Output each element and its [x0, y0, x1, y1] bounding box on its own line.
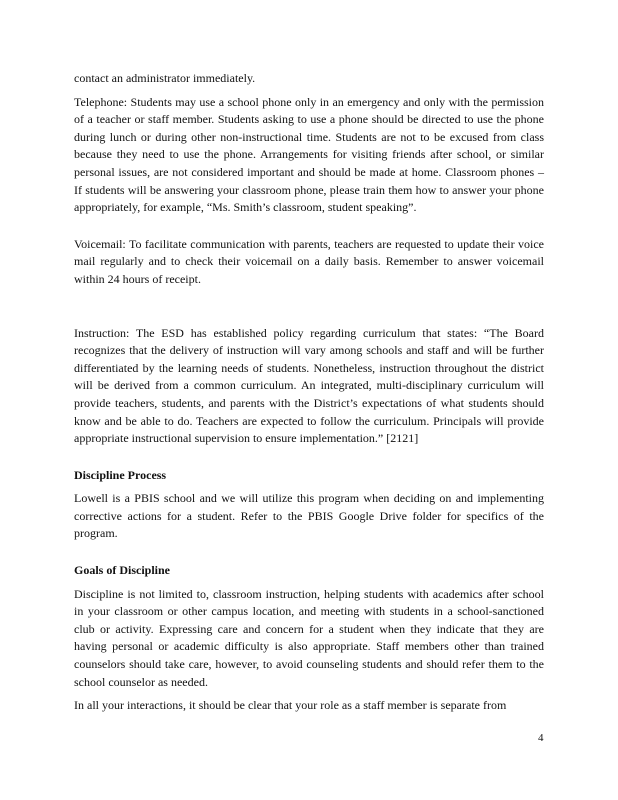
page-number: 4 — [538, 732, 544, 744]
goals-paragraph-1: Discipline is not limited to, classroom instruction, helping students with academics after school in your classroom or other campus location, and meeting with students in a school-sanctioned club or activity. Expressing care and concern for a student when they indicate that they are having personal or academic difficulty is also appropriate. Staff members other than trained counselors should take care, however, to avoid counseling students and should refer them to the school counselor as needed. — [74, 586, 544, 689]
discipline-process-heading: Discipline Process — [74, 467, 167, 482]
goals-paragraph-2: In all your interactions, it should be clear that your role as a staff member is separate from — [74, 698, 507, 713]
goals-of-discipline-heading: Goals of Discipline — [74, 563, 171, 578]
telephone-paragraph: Telephone: Students may use a school phone only in an emergency and only with the permission of a teacher or staff member. Students asking to use a phone should be directed to use the phone during lunch or during other non-instructional time. Students are not to be excused from class because they need to use the phone. Arrangements for visiting friends after school, or similar personal issues, are not considered important and should be made at home. Classroom phones – If students will be answering your classroom phone, please train them how to answer your phone appropriately, for example, “Ms. Smith’s classroom, student speaking”. — [74, 94, 544, 215]
instruction-paragraph: Instruction: The ESD has established policy regarding curriculum that states: “The Board recognizes that the delivery of instruction will vary among schools and staff and will be further differentiated by the learning needs of students. Nonetheless, instruction throughout the district will be derived from a common curriculum. An integrated, multi-disciplinary curriculum will provide teachers, students, and parents with the District’s expectations of what students should know and be able to do. Teachers are expected to follow the curriculum. Principals will provide appropriate instructional supervision to ensure implementation.” [2121] — [74, 325, 544, 446]
voicemail-paragraph: Voicemail: To facilitate communication with parents, teachers are requested to update their voice mail regularly and to check their voicemail on a daily basis. Remember to answer voicemail within 24 hours of receipt. — [74, 236, 544, 286]
document-body — [74, 70, 544, 715]
discipline-process-paragraph: Lowell is a PBIS school and we will utilize this program when deciding on and implementing corrective actions for a student. Refer to the PBIS Google Drive folder for specifics of the program. — [74, 491, 544, 541]
continuation-paragraph: contact an administrator immediately. — [74, 71, 256, 85]
